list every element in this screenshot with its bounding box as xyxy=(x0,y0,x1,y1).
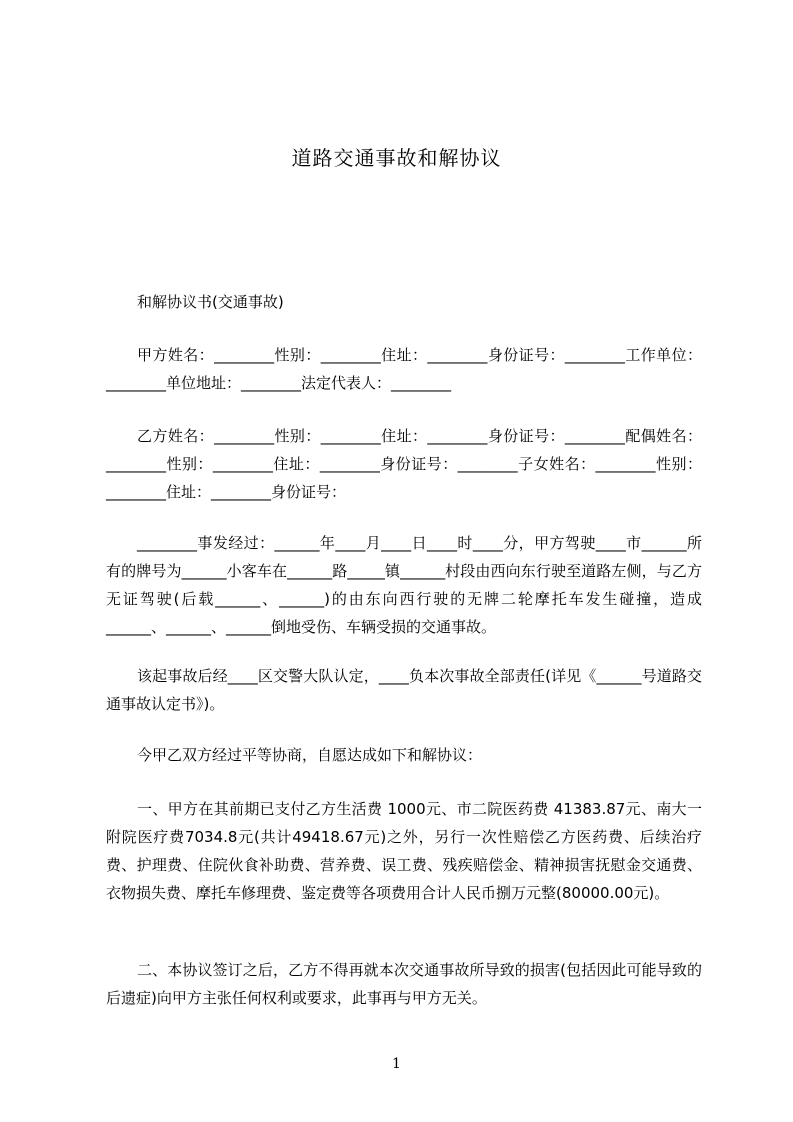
page-number: 1 xyxy=(392,1056,401,1072)
paragraph-subtitle: 和解协议书(交通事故) xyxy=(137,293,284,311)
paragraph-accident-details: ________事发经过：______年____月____日____时____分，甲方驾驶____市______所有的牌号为______小客车在______路_____镇______村段由西向东行驶至道路左侧，与乙方无证驾驶(后载______、______)的由东向西行驶的无牌二轮摩托车发生碰撞，造成______、______、______倒地受伤、车辆受损的交通事故。 xyxy=(106,534,702,636)
paragraph-party-b: 乙方姓名：________性别：________住址：________身份证号：________配偶姓名：________性别：________住址：________身份证号：________子女姓名：________性别：________住址：________身份证号： xyxy=(106,427,702,501)
paragraph-party-a: 甲方姓名：________性别：________住址：________身份证号：________工作单位：________单位地址：________法定代表人：________ xyxy=(106,346,702,392)
paragraph-clause-2: 二、本协议签订之后，乙方不得再就本次交通事故所导致的损害(包括因此可能导致的后遗症)向甲方主张任何权利或要求，此事再与甲方无关。 xyxy=(106,961,702,1007)
paragraph-agreement-intro: 今甲乙双方经过平等协商，自愿达成如下和解协议： xyxy=(137,746,483,764)
paragraph-clause-1: 一、甲方在其前期已支付乙方生活费 1000元、市二院医药费 41383.87元、南大一附院医疗费7034.8元(共计49418.67元)之外，另行一次性赔偿乙方医药费、后续治疗费、护理费、住院伙食补助费、营养费、误工费、残疾赔偿金、精神损害抚慰金交通费、衣物损失费、摩托车修理费、鉴定费等各项费用合计人民币捌万元整(80000.00元)。 xyxy=(106,800,702,902)
document-title: 道路交通事故和解协议 xyxy=(291,146,502,170)
paragraph-liability: 该起事故后经____区交警大队认定，____负本次事故全部责任(详见《______号道路交通事故认定书》)。 xyxy=(106,667,702,713)
